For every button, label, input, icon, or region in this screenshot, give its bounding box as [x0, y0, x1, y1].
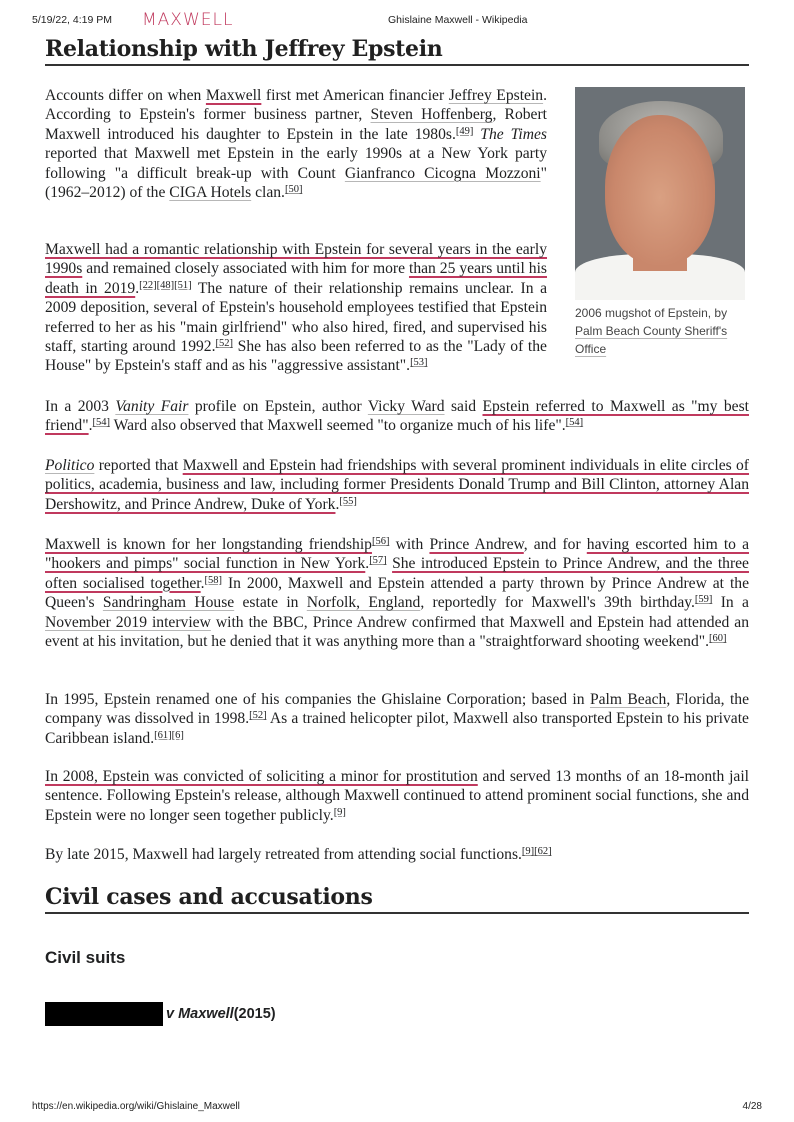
text: . — [135, 279, 140, 297]
citation-22-48-51[interactable]: [22][48][51] — [139, 279, 192, 291]
highlight-annotation: having escorted him to a "hookers and pimps" social function in New York — [45, 536, 750, 573]
citation-56[interactable]: [56] — [371, 536, 390, 547]
text: In 1995, Epstein renamed one of his companies the Ghislaine Corporation; based in — [45, 691, 590, 708]
text: first met American financier — [261, 87, 449, 104]
highlight-annotation: In 2008, Epstein was convicted of soliciting a minor for prostitution — [45, 768, 478, 785]
print-page-title: Ghislaine Maxwell - Wikipedia — [388, 14, 528, 26]
link-sandringham-house[interactable]: Sandringham House — [102, 594, 235, 612]
citation-49[interactable]: [49] — [455, 125, 474, 137]
text: , Robert Maxwell introduced his daughter to Epstein in the late 1980s. — [45, 106, 547, 143]
citation-61-6[interactable]: [61][6] — [154, 729, 184, 741]
link-palm-beach[interactable]: Palm Beach — [589, 691, 667, 708]
citation-52[interactable]: [52] — [215, 338, 233, 350]
text: clan. — [251, 184, 285, 202]
highlight-annotation: Maxwell is known for her longstanding friendship — [45, 536, 372, 553]
text: " (1962–2012) of the — [45, 164, 548, 202]
italic-the-times: The Times — [480, 125, 547, 143]
text: with the BBC, Prince Andrew confirmed that Maxwell and Epstein had attended an event at his invitation, but he denied that it was anything more than a "straightforward shooting weekend". — [45, 613, 749, 651]
text: In a 2003 — [45, 398, 116, 415]
highlight-annotation: Maxwell had a romantic relationship with Epstein for several years in the early 1990s — [45, 241, 547, 278]
figure-caption — [575, 304, 745, 358]
print-header — [32, 10, 762, 30]
text: Accounts differ on when — [45, 87, 206, 104]
link-vicky-ward[interactable]: Vicky Ward — [367, 398, 445, 415]
highlight-annotation: than 25 years until his death in 2019 — [45, 260, 547, 297]
text: . — [200, 574, 205, 592]
link-ciga-hotels[interactable]: CIGA Hotels — [169, 184, 252, 202]
text: , Florida, the company was dissolved in 1998. — [45, 691, 750, 728]
text: In a — [712, 594, 749, 612]
citation-58[interactable]: [58] — [204, 574, 223, 586]
paragraph-2-continued — [45, 397, 749, 436]
link-prince-andrew[interactable]: Prince Andrew — [429, 536, 524, 553]
link-jeffrey-epstein[interactable]: Jeffrey Epstein — [448, 87, 544, 104]
print-footer — [32, 1101, 762, 1112]
text: . — [88, 417, 93, 435]
print-date: 5/19/22, 4:19 PM — [32, 14, 112, 26]
citation-54[interactable]: [54] — [92, 417, 111, 429]
link-steven-hoffenberg[interactable]: Steven Hoffenberg — [370, 106, 493, 124]
caption-text: 2006 mugshot of Epstein, by — [575, 306, 728, 320]
mugshot-image[interactable] — [575, 87, 745, 300]
highlight-annotation: Epstein referred to Maxwell as "my best friend" — [45, 398, 749, 435]
text: reported that — [94, 457, 183, 474]
link-vanity-fair[interactable]: Vanity Fair — [115, 398, 189, 415]
citation-55[interactable]: [55] — [339, 495, 357, 507]
citation-54b[interactable]: [54] — [565, 417, 584, 429]
citation-53[interactable]: [53] — [410, 357, 428, 369]
citation-60[interactable]: [60] — [709, 633, 727, 645]
citation-9-62[interactable]: [9][62] — [521, 846, 552, 857]
paragraph-5 — [45, 690, 749, 748]
paragraph-1 — [45, 86, 547, 202]
highlight-annotation: Maxwell and Epstein had friendships with several prominent individuals in elite circles of politics, academia, business and law, including former Presidents Donald Trump and Bill Clinton, attorney Alan Dershowitz, and Prince Andrew, Duke of York — [45, 457, 750, 513]
case-year: (2015) — [233, 1006, 276, 1022]
face-shape — [605, 115, 715, 265]
section-heading-relationship: Relationship with Jeffrey Epstein — [45, 36, 749, 66]
text: Ward also observed that Maxwell seemed "to organize much of his life". — [110, 417, 566, 435]
text: . According to Epstein's former business partner, — [45, 87, 547, 124]
text: estate in — [234, 594, 307, 612]
section-heading-civil-cases: Civil cases and accusations — [45, 884, 749, 914]
link-norfolk-england[interactable]: Norfolk, England — [306, 594, 421, 612]
link-politico[interactable]: Politico — [45, 457, 95, 474]
text: reported that Maxwell met Epstein in the early 1990s at a New York party following "a difficult break-up with Count — [45, 145, 547, 182]
text: . — [335, 495, 340, 513]
paragraph-3 — [45, 456, 749, 514]
subsection-heading-civil-suits: Civil suits — [45, 948, 126, 967]
citation-52b[interactable]: [52] — [249, 710, 267, 722]
citation-50[interactable]: [50] — [284, 184, 303, 196]
case-title — [45, 1002, 276, 1026]
text: profile on Epstein, author — [188, 398, 368, 415]
citation-9[interactable]: [9] — [333, 806, 346, 818]
handwritten-annotation: MAXWELL — [142, 10, 234, 30]
text: As a trained helicopter pilot, Maxwell also transported Epstein to his private Caribbean island. — [45, 710, 749, 747]
link-maxwell[interactable]: Maxwell — [205, 87, 262, 104]
link-november-2019-interview[interactable]: November 2019 interview — [45, 613, 211, 631]
citation-57[interactable]: [57] — [369, 555, 387, 567]
page-number: 4/28 — [742, 1101, 762, 1112]
paragraph-7 — [45, 845, 749, 864]
text: and remained closely associated with him for more — [82, 260, 409, 278]
text: The nature of their relationship remains unclear. In a 2009 deposition, several of Epstein's household employees testified that Epstein referred to her as his "main girlfriend" who also hired, fired, and supervised his staff, starting around 1992. — [45, 279, 547, 356]
citation-59[interactable]: [59] — [694, 594, 713, 606]
text: By late 2015, Maxwell had largely retreated from attending social functions. — [45, 846, 522, 863]
text: with — [389, 536, 430, 553]
paragraph-4 — [45, 535, 749, 651]
text: and served 13 months of an 18-month jail sentence. Following Epstein's release, although Maxwell continued to attend prominent social functions, she and Epstein were no longer seen together publicly. — [45, 768, 749, 824]
text: , and for — [523, 536, 587, 553]
text: , reportedly for Maxwell's 39th birthday. — [420, 594, 695, 612]
print-url: https://en.wikipedia.org/wiki/Ghislaine_Maxwell — [32, 1101, 240, 1112]
link-palm-beach-sheriff[interactable]: Palm Beach County Sheriff's Office — [575, 324, 728, 356]
text: In 2000, Maxwell and Epstein attended a party thrown by Prince Andrew at the Queen's — [45, 574, 750, 612]
text: . — [365, 555, 370, 573]
case-name-italic: v Maxwell — [166, 1006, 234, 1022]
text: She has also been referred to as the "Lady of the House" by Epstein's staff and as his "aggressive assistant". — [45, 338, 547, 375]
link-gianfranco-cicogna-mozzoni[interactable]: Gianfranco Cicogna Mozzoni — [344, 164, 541, 182]
paragraph-2 — [45, 240, 547, 376]
highlight-annotation: She introduced Epstein to Prince Andrew, and the three often socialised together — [45, 555, 749, 592]
text: said — [444, 398, 483, 415]
redaction-block — [45, 1002, 163, 1026]
paragraph-6 — [45, 767, 749, 825]
figure-mugshot — [575, 87, 745, 358]
